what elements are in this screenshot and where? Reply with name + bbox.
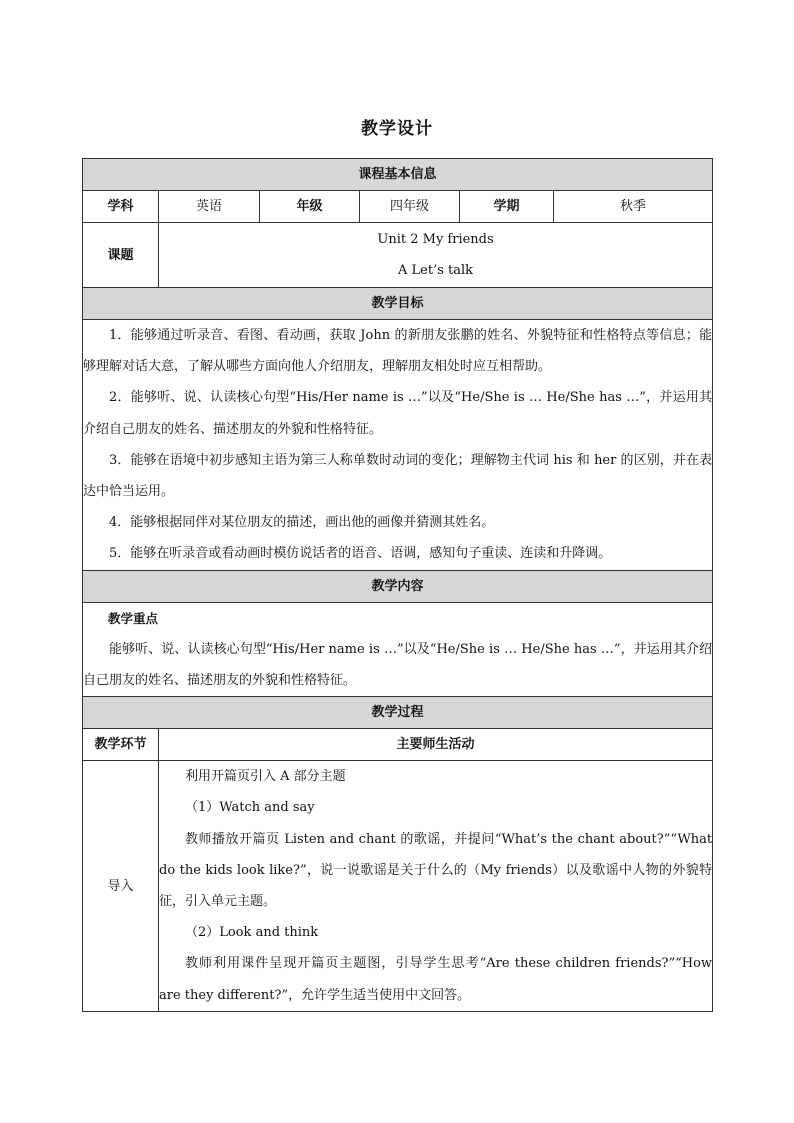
activity-line: （1）Watch and say xyxy=(185,800,315,816)
subject-value: 英语 xyxy=(159,191,260,223)
activity-line: 教师播放开篇页 Listen and chant 的歌谣，并提问“What’s the chant about?”“What do the kids look like?”，说一说歌谣是关于什么的（My friends）以及歌谣中人物的外貌特征，引入单元主题。 xyxy=(159,831,713,910)
activity-column-header: 主要师生活动 xyxy=(159,729,713,761)
grade-label: 年级 xyxy=(260,191,360,223)
objective-item: 3．能够在语境中初步感知主语为第三人称单数时动词的变化；理解物主代词 his 和 her 的区别，并在表达中恰当运用。 xyxy=(83,452,713,500)
topic-section: A Let’s talk xyxy=(398,263,474,278)
focus-text: 能够听、说、认读核心句型“His/Her name is …”以及“He/She is … He/She has …”，并运用其介绍自己朋友的姓名、描述朋友的外貌和性格特征。 xyxy=(83,641,713,689)
activity-line: 利用开篇页引入 A 部分主题 xyxy=(185,769,346,785)
term-label: 学期 xyxy=(460,191,554,223)
objectives-body xyxy=(83,320,713,571)
activity-line: （2）Look and think xyxy=(185,925,319,941)
objective-item: 4．能够根据同伴对某位朋友的描述，画出他的画像并猜测其姓名。 xyxy=(109,515,495,531)
topic-value xyxy=(159,223,713,288)
subject-label: 学科 xyxy=(83,191,159,223)
topic-unit: Unit 2 My friends xyxy=(377,232,494,247)
content-body xyxy=(83,602,713,697)
lesson-plan-table xyxy=(82,158,713,1012)
objectives-header: 教学目标 xyxy=(83,288,713,320)
process-header: 教学过程 xyxy=(83,697,713,729)
objective-item: 1．能够通过听录音、看图、看动画，获取 John 的新朋友张鹏的姓名、外貌特征和性格特点等信息；能够理解对话大意，了解从哪些方面向他人介绍朋友，理解朋友相处时应互相帮助。 xyxy=(83,328,713,375)
objective-item: 5．能够在听录音或看动画时模仿说话者的语音、语调，感知句子重读、连读和升降调。 xyxy=(109,546,612,562)
stage-column-header: 教学环节 xyxy=(83,729,159,761)
document-title: 教学设计 xyxy=(361,119,433,139)
content-header: 教学内容 xyxy=(83,570,713,602)
term-value: 秋季 xyxy=(554,191,713,223)
activity-body xyxy=(159,761,713,1012)
focus-label: 教学重点 xyxy=(108,610,159,626)
stage-name: 导入 xyxy=(83,761,159,1012)
objective-item: 2．能够听、说、认读核心句型“His/Her name is …”以及“He/She is … He/She has …”，并运用其介绍自己朋友的姓名、描述朋友的外貌和性格特征。 xyxy=(83,390,713,437)
grade-value: 四年级 xyxy=(360,191,460,223)
basic-info-header: 课程基本信息 xyxy=(83,159,713,191)
topic-label: 课题 xyxy=(83,223,159,288)
activity-line: 教师利用课件呈现开篇页主题图，引导学生思考“Are these children friends?”“How are they different?”，允许学生适当使用中文回答。 xyxy=(159,956,713,1003)
